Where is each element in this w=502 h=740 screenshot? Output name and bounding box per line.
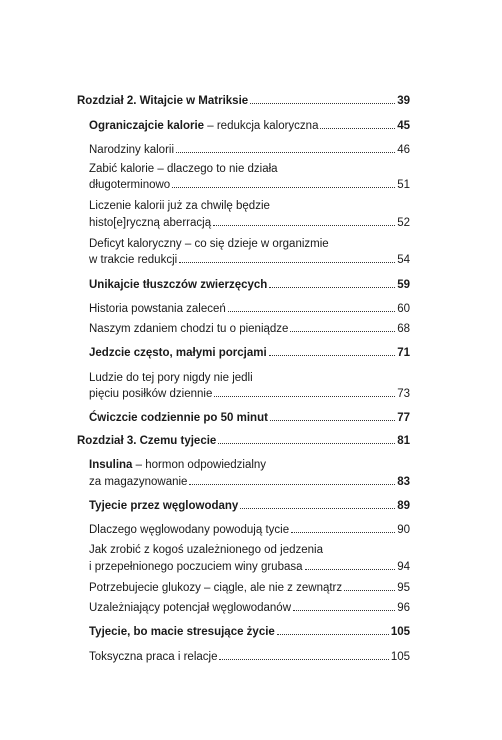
toc-entry-title-main: Ograniczajcie kalorie — [89, 120, 205, 132]
dot-leader — [320, 128, 395, 129]
toc-entry-title: Tyjecie, bo macie stresujące życie — [89, 626, 275, 638]
toc-entry-page: 105 — [390, 651, 410, 663]
toc-entry-first-line: Liczenie kalorii już za chwilę będzie — [89, 200, 270, 212]
toc-entry-section — [89, 624, 410, 640]
toc-entry-page: 51 — [397, 179, 410, 191]
toc-entry-subsection — [89, 301, 410, 317]
toc-entry-section — [89, 345, 410, 361]
toc-entry-first-line: Deficyt kaloryczny – co się dzieje w organizmie — [89, 238, 329, 250]
dot-leader — [250, 103, 395, 104]
toc-entry-page: 105 — [390, 626, 410, 638]
toc-entry-section — [89, 118, 410, 134]
toc-entry-page: 89 — [397, 500, 410, 512]
dot-leader — [179, 262, 395, 263]
toc-entry-page: 94 — [397, 561, 410, 573]
toc-entry-subsection — [89, 649, 410, 665]
dot-leader — [269, 355, 396, 356]
toc-entry-title: Tyjecie przez węglowodany — [89, 500, 239, 512]
toc-entry-chapter-2 — [77, 93, 410, 109]
toc-entry-subsection — [89, 177, 410, 193]
toc-entry-title-sub: – redukcja kaloryczna — [204, 120, 319, 132]
toc-entry-subsection — [89, 252, 410, 268]
toc-entry-page: 45 — [397, 120, 410, 132]
dot-leader — [270, 420, 395, 421]
toc-entry-section — [89, 410, 410, 426]
toc-entry-title: za magazynowanie — [89, 476, 188, 488]
toc-entry-subsection — [89, 559, 410, 575]
dot-leader — [240, 508, 395, 509]
toc-entry-title: długoterminowo — [89, 179, 171, 191]
toc-entry-section — [89, 277, 410, 293]
toc-entry-page: 60 — [397, 303, 410, 315]
toc-entry-title: Narodziny kalorii — [89, 144, 175, 156]
toc-entry-title: Potrzebujecie glukozy – ciągle, ale nie z zewnątrz — [89, 582, 343, 594]
toc-entry-title: pięciu posiłków dziennie — [89, 388, 213, 400]
dot-leader — [290, 331, 395, 332]
toc-entry-page: 95 — [397, 582, 410, 594]
toc-entry-page: 52 — [397, 217, 410, 229]
toc-entry-title: Dlaczego węglowodany powodują tycie — [89, 524, 290, 536]
toc-entry-title: histo[e]ryczną aberracją — [89, 217, 212, 229]
toc-entry-title: Toksyczna praca i relacje — [89, 651, 218, 663]
dot-leader — [228, 311, 395, 312]
dot-leader — [213, 225, 395, 226]
toc-entry-page: 83 — [397, 476, 410, 488]
toc-entry-title: Rozdział 3. Czemu tyjecie — [77, 435, 217, 447]
dot-leader — [214, 396, 395, 397]
toc-entry-first-line: Jak zrobić z kogoś uzależnionego od jedzenia — [89, 544, 323, 556]
toc-entry-subsection — [89, 321, 410, 337]
toc-entry-first-line: Ludzie do tej pory nigdy nie jedli — [89, 372, 253, 384]
dot-leader — [189, 484, 395, 485]
dot-leader — [219, 659, 388, 660]
toc-entry-page: 71 — [397, 347, 410, 359]
dot-leader — [172, 187, 395, 188]
toc-entry-title: Jedzcie często, małymi porcjami — [89, 347, 267, 359]
toc-entry-page: 46 — [397, 144, 410, 156]
toc-entry-title — [89, 118, 318, 134]
dot-leader — [305, 569, 396, 570]
toc-entry-title-main: Insulina — [89, 459, 133, 471]
toc-entry-subsection — [89, 142, 410, 158]
toc-entry-title: Rozdział 2. Witajcie w Matriksie — [77, 95, 249, 107]
toc-entry-page: 90 — [397, 524, 410, 536]
toc-entry-page: 59 — [397, 279, 410, 291]
dot-leader — [176, 152, 395, 153]
toc-entry-title: Naszym zdaniem chodzi tu o pieniądze — [89, 323, 289, 335]
toc-entry-title: Ćwiczcie codziennie po 50 minut — [89, 412, 268, 424]
toc-entry-page: 54 — [397, 254, 410, 266]
dot-leader — [344, 590, 395, 591]
dot-leader — [291, 532, 395, 533]
toc-entry-subsection — [89, 215, 410, 231]
toc-entry-section — [89, 498, 410, 514]
toc-entry-title: Historia powstania zaleceń — [89, 303, 226, 315]
toc-entry-page: 81 — [397, 435, 410, 447]
dot-leader — [277, 634, 389, 635]
dot-leader — [218, 443, 395, 444]
toc-entry-page: 77 — [397, 412, 410, 424]
toc-entry-page: 73 — [397, 388, 410, 400]
toc-entry-title-sub: – hormon odpowiedzialny — [132, 459, 267, 471]
toc-entry-page: 39 — [397, 95, 410, 107]
toc-entry-title: Unikajcie tłuszczów zwierzęcych — [89, 279, 268, 291]
toc-entry-page: 68 — [397, 323, 410, 335]
toc-entry-subsection — [89, 600, 410, 616]
toc-entry-chapter-3 — [77, 433, 410, 449]
toc-entry-title: Uzależniający potencjał węglowodanów — [89, 602, 292, 614]
toc-entry-first-line — [89, 457, 410, 473]
toc-entry-section — [89, 474, 410, 490]
toc-entry-subsection — [89, 522, 410, 538]
toc-entry-first-line: Zabić kalorie – dlaczego to nie działa — [89, 163, 278, 175]
dot-leader — [269, 287, 395, 288]
toc-entry-subsection — [89, 580, 410, 596]
toc-entry-title: w trakcie redukcji — [89, 254, 178, 266]
toc-entry-title: i przepełnionego poczuciem winy grubasa — [89, 561, 303, 573]
toc-entry-page: 96 — [397, 602, 410, 614]
dot-leader — [293, 610, 395, 611]
toc-entry-subsection — [89, 386, 410, 402]
